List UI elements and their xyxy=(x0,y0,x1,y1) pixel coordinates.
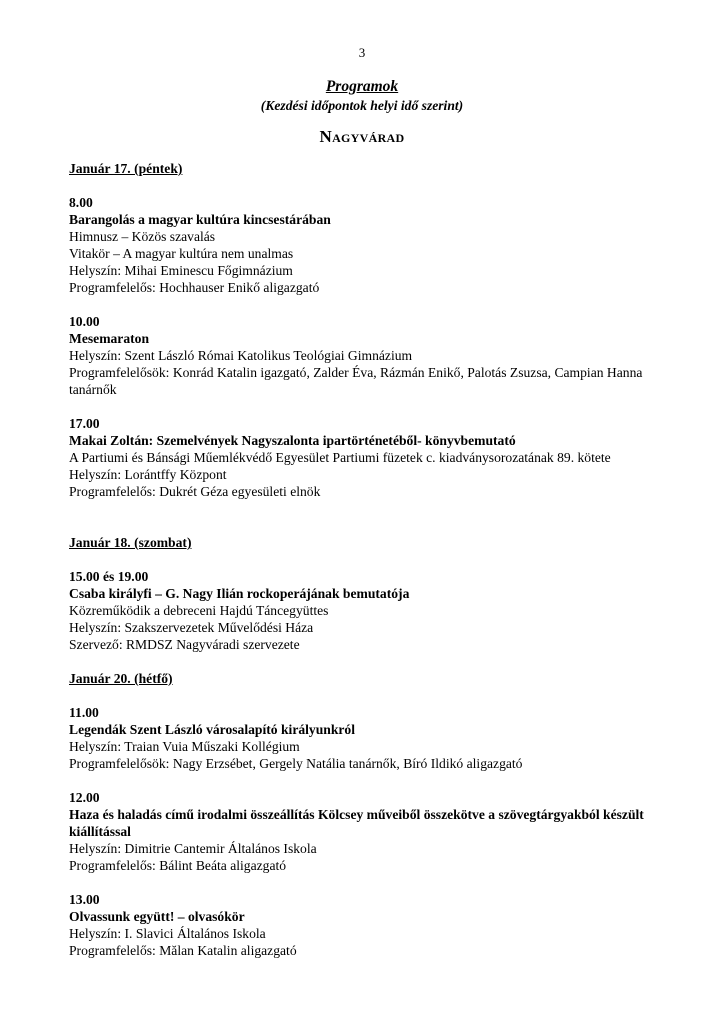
day-heading: Január 20. (hétfő) xyxy=(69,671,173,686)
event-time: 15.00 és 19.00 xyxy=(69,569,149,584)
day-heading: Január 17. (péntek) xyxy=(69,161,183,176)
event-item xyxy=(69,891,669,959)
day-heading: Január 18. (szombat) xyxy=(69,535,192,550)
event-detail: Helyszín: Mihai Eminescu Főgimnázium xyxy=(69,263,293,278)
event-detail: Helyszín: Szent László Római Katolikus Teológiai Gimnázium xyxy=(69,348,413,363)
event-item xyxy=(69,415,669,500)
program-list xyxy=(69,160,669,976)
event-item xyxy=(69,704,669,772)
event-title: Mesemaraton xyxy=(69,331,150,346)
event-detail: Himnusz – Közös szavalás xyxy=(69,229,216,244)
event-detail: Helyszín: Traian Vuia Műszaki Kollégium xyxy=(69,739,300,754)
event-detail: Programfelelős: Hochhauser Enikő aligazgató xyxy=(69,280,320,295)
event-title: Legendák Szent László városalapító királyunkról xyxy=(69,722,356,737)
event-detail: Programfelelős: Bálint Beáta aligazgató xyxy=(69,858,287,873)
event-item xyxy=(69,789,669,874)
event-item xyxy=(69,194,669,296)
event-detail: Programfelelősök: Nagy Erzsébet, Gergely Natália tanárnők, Bíró Ildikó aligazgató xyxy=(69,756,523,771)
event-title: Csaba királyfi – G. Nagy Ilián rockoperájának bemutatója xyxy=(69,586,410,601)
event-detail: Programfelelős: Mălan Katalin aligazgató xyxy=(69,943,297,958)
event-detail: A Partiumi és Bánsági Műemlékvédő Egyesület Partiumi füzetek c. kiadványsorozatának 89. kötete xyxy=(69,450,611,465)
event-time: 17.00 xyxy=(69,416,100,431)
event-item xyxy=(69,313,669,398)
event-time: 10.00 xyxy=(69,314,100,329)
page-subtitle: (Kezdési időpontok helyi idő szerint) xyxy=(260,98,464,113)
event-title: Haza és haladás című irodalmi összeállítás Kölcsey műveiből összekötve a szövegtárgyakból készült kiállítással xyxy=(69,807,644,839)
event-title: Olvassunk együtt! – olvasókör xyxy=(69,909,245,924)
event-detail: Vitakör – A magyar kultúra nem unalmas xyxy=(69,246,294,261)
event-detail: Helyszín: Dimitrie Cantemir Általános Iskola xyxy=(69,841,317,856)
event-detail: Programfelelős: Dukrét Géza egyesületi elnök xyxy=(69,484,321,499)
event-item xyxy=(69,568,669,653)
event-detail: Közreműködik a debreceni Hajdú Táncegyüttes xyxy=(69,603,329,618)
event-detail: Programfelelősök: Konrád Katalin igazgató, Zalder Éva, Rázmán Enikő, Palotás Zsuzsa, Campian Hanna tanárnők xyxy=(69,365,643,397)
event-time: 8.00 xyxy=(69,195,93,210)
event-title: Makai Zoltán: Szemelvények Nagyszalonta ipartörténetéből- könyvbemutató xyxy=(69,433,516,448)
event-detail: Szervező: RMDSZ Nagyváradi szervezete xyxy=(69,637,300,652)
event-detail: Helyszín: Szakszervezetek Művelődési Háza xyxy=(69,620,314,635)
event-detail: Helyszín: I. Slavici Általános Iskola xyxy=(69,926,266,941)
event-time: 13.00 xyxy=(69,892,100,907)
page-number: 3 xyxy=(358,45,366,60)
event-title: Barangolás a magyar kultúra kincsestárában xyxy=(69,212,331,227)
event-detail: Helyszín: Lorántffy Központ xyxy=(69,467,227,482)
page-title: Programok xyxy=(325,78,399,95)
city-heading: Nagyvárad xyxy=(319,127,405,146)
event-time: 11.00 xyxy=(69,705,99,720)
event-time: 12.00 xyxy=(69,790,100,805)
